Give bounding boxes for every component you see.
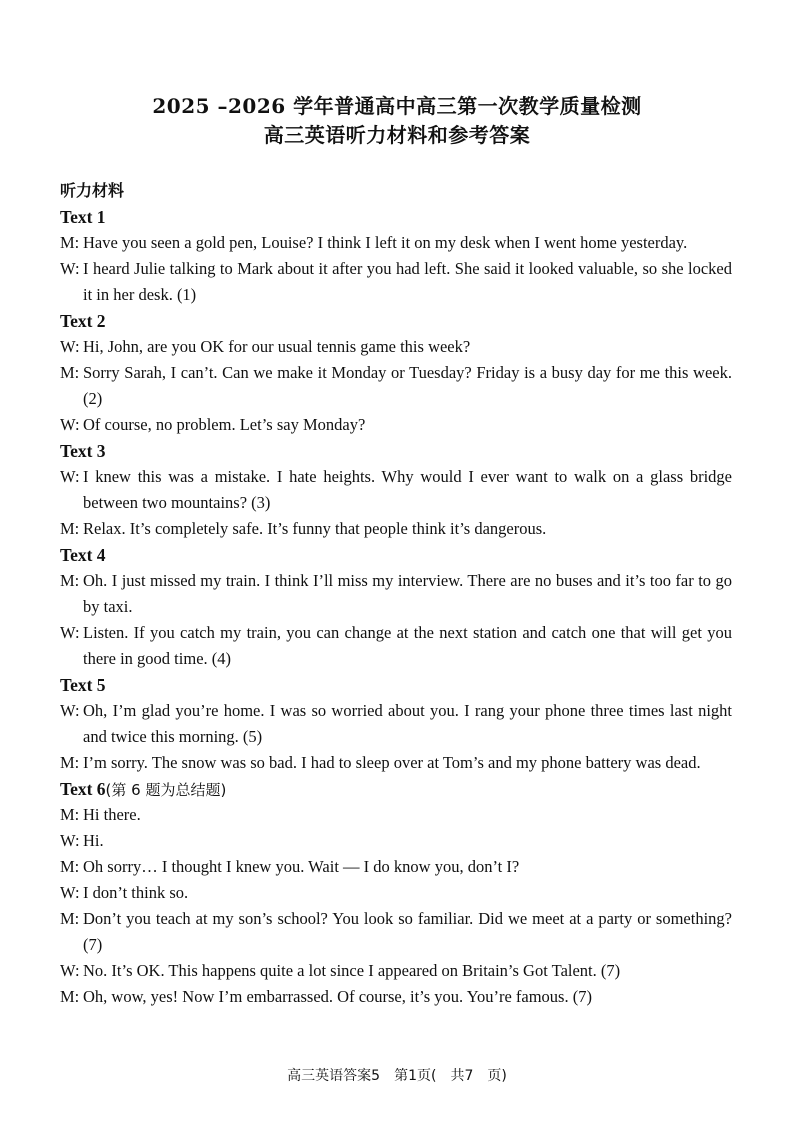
page-footer: 高三英语答案5 第1页( 共7 页) bbox=[287, 1068, 507, 1084]
text-heading-label: Text 3 bbox=[60, 441, 106, 461]
dialogue-text: I heard Julie talking to Mark about it after you had left. She said it looked valuable, so she locked it in her desk. (1) bbox=[83, 259, 732, 304]
dialogue-line bbox=[60, 802, 732, 828]
dialogue-line bbox=[60, 412, 732, 438]
speaker-label: W: bbox=[60, 467, 80, 486]
text-heading bbox=[60, 308, 732, 334]
dialogue-line bbox=[60, 854, 732, 880]
text-heading-note: (第 6 题为总结题) bbox=[105, 781, 227, 799]
dialogue-line bbox=[60, 620, 732, 672]
dialogue-line bbox=[60, 568, 732, 620]
dialogue-text: Hi there. bbox=[83, 805, 141, 824]
dialogue-text: Oh, wow, yes! Now I’m embarrassed. Of course, it’s you. You’re famous. (7) bbox=[83, 987, 592, 1006]
speaker-label: M: bbox=[60, 363, 80, 382]
speaker-label: M: bbox=[60, 857, 80, 876]
document-title: 2025 –2026 学年普通高中高三第一次教学质量检测 bbox=[152, 94, 642, 118]
dialogue-text: Oh, I’m glad you’re home. I was so worried about you. I rang your phone three times last night and twice this morning. (5) bbox=[83, 701, 732, 746]
dialogue-line bbox=[60, 464, 732, 516]
dialogue-line bbox=[60, 230, 732, 256]
dialogue-line bbox=[60, 750, 732, 776]
dialogue-text: I knew this was a mistake. I hate heights. Why would I ever want to walk on a glass bridge between two mountains? (3) bbox=[83, 467, 732, 512]
speaker-label: M: bbox=[60, 233, 80, 252]
dialogue-text: Oh. I just missed my train. I think I’ll miss my interview. There are no buses and it’s too far to go by taxi. bbox=[83, 571, 732, 616]
section-heading: 听力材料 bbox=[60, 181, 125, 200]
dialogue-text: Of course, no problem. Let’s say Monday? bbox=[83, 415, 366, 434]
dialogue-line bbox=[60, 880, 732, 906]
dialogue-line bbox=[60, 906, 732, 958]
dialogue-line bbox=[60, 360, 732, 412]
dialogue-text: Oh sorry… I thought I knew you. Wait — I do know you, don’t I? bbox=[83, 857, 520, 876]
dialogue-text: Sorry Sarah, I can’t. Can we make it Monday or Tuesday? Friday is a busy day for me this week. (2) bbox=[83, 363, 732, 408]
text-heading-label: Text 6 bbox=[60, 779, 106, 799]
speaker-label: M: bbox=[60, 519, 80, 538]
dialogue-text: Have you seen a gold pen, Louise? I think I left it on my desk when I went home yesterday. bbox=[83, 233, 688, 252]
speaker-label: M: bbox=[60, 571, 80, 590]
speaker-label: W: bbox=[60, 337, 80, 356]
text-heading-label: Text 5 bbox=[60, 675, 106, 695]
speaker-label: W: bbox=[60, 831, 80, 850]
document-subtitle: 高三英语听力材料和参考答案 bbox=[263, 123, 531, 147]
dialogue-text: I’m sorry. The snow was so bad. I had to sleep over at Tom’s and my phone battery was dead. bbox=[83, 753, 701, 772]
speaker-label: W: bbox=[60, 883, 80, 902]
dialogue-text: I don’t think so. bbox=[83, 883, 189, 902]
dialogue-line bbox=[60, 516, 732, 542]
text-heading-label: Text 4 bbox=[60, 545, 106, 565]
dialogue-line bbox=[60, 256, 732, 308]
dialogue-text: Listen. If you catch my train, you can change at the next station and catch one that will get you there in good time. (4) bbox=[83, 623, 732, 668]
dialogue-line bbox=[60, 698, 732, 750]
speaker-label: M: bbox=[60, 805, 80, 824]
dialogue-line bbox=[60, 984, 732, 1010]
listening-material bbox=[60, 178, 732, 1010]
speaker-label: W: bbox=[60, 259, 80, 278]
dialogue-line bbox=[60, 334, 732, 360]
text-list bbox=[60, 204, 732, 1010]
dialogue-text: Hi. bbox=[83, 831, 104, 850]
text-heading-label: Text 1 bbox=[60, 207, 106, 227]
text-heading bbox=[60, 776, 732, 802]
dialogue-text: Relax. It’s completely safe. It’s funny that people think it’s dangerous. bbox=[83, 519, 547, 538]
dialogue-text: Hi, John, are you OK for our usual tennis game this week? bbox=[83, 337, 471, 356]
dialogue-line bbox=[60, 958, 732, 984]
speaker-label: M: bbox=[60, 909, 80, 928]
text-heading bbox=[60, 438, 732, 464]
dialogue-text: Don’t you teach at my son’s school? You look so familiar. Did we meet at a party or something? (7) bbox=[83, 909, 732, 954]
text-heading bbox=[60, 672, 732, 698]
speaker-label: W: bbox=[60, 623, 80, 642]
dialogue-text: No. It’s OK. This happens quite a lot since I appeared on Britain’s Got Talent. (7) bbox=[83, 961, 621, 980]
speaker-label: M: bbox=[60, 987, 80, 1006]
dialogue-line bbox=[60, 828, 732, 854]
text-heading-label: Text 2 bbox=[60, 311, 106, 331]
text-heading bbox=[60, 204, 732, 230]
speaker-label: W: bbox=[60, 415, 80, 434]
text-heading bbox=[60, 542, 732, 568]
speaker-label: M: bbox=[60, 753, 80, 772]
speaker-label: W: bbox=[60, 961, 80, 980]
speaker-label: W: bbox=[60, 701, 80, 720]
